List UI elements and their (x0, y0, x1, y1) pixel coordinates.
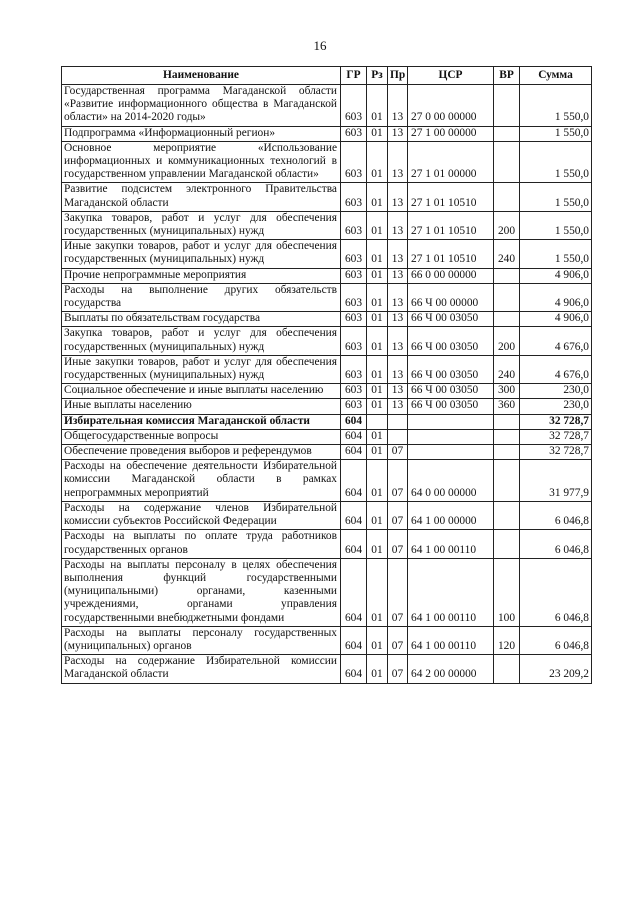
cell-gr: 604 (341, 460, 367, 502)
cell-csr: 27 1 01 00000 (408, 141, 494, 183)
cell-vr (494, 141, 520, 183)
cell-vr (494, 85, 520, 127)
cell-csr: 66 Ч 00 03050 (408, 327, 494, 355)
cell-pr: 13 (388, 355, 408, 383)
cell-rz: 01 (367, 445, 388, 460)
cell-rz: 01 (367, 312, 388, 327)
cell-sum: 4 906,0 (520, 268, 592, 283)
table-row (62, 445, 592, 460)
cell-name: Избирательная комиссия Магаданской области (62, 414, 341, 429)
cell-vr (494, 312, 520, 327)
cell-gr: 603 (341, 211, 367, 239)
table-row (62, 141, 592, 183)
cell-pr: 13 (388, 126, 408, 141)
cell-gr: 603 (341, 268, 367, 283)
cell-sum: 4 906,0 (520, 312, 592, 327)
cell-name: Развитие подсистем электронного Правительства Магаданской области (62, 183, 341, 211)
cell-gr: 603 (341, 384, 367, 399)
cell-rz: 01 (367, 399, 388, 414)
cell-vr (494, 429, 520, 444)
cell-vr: 240 (494, 355, 520, 383)
table-row (62, 399, 592, 414)
cell-pr: 13 (388, 268, 408, 283)
cell-vr (494, 283, 520, 311)
cell-pr: 13 (388, 141, 408, 183)
header-pr: Пр (388, 67, 408, 85)
cell-pr: 13 (388, 312, 408, 327)
cell-name: Расходы на выплаты персоналу в целях обеспечения выполнения функций государственными (муниципальными) органами, казенными учреждениями, органами управления государственными внебюджетными фондами (62, 558, 341, 626)
table-row (62, 414, 592, 429)
cell-gr: 603 (341, 312, 367, 327)
cell-name: Расходы на выплаты персоналу государственных (муниципальных) органов (62, 626, 341, 654)
cell-name: Расходы на содержание Избирательной комиссии Магаданской области (62, 655, 341, 683)
header-rz: Рз (367, 67, 388, 85)
cell-gr: 604 (341, 429, 367, 444)
cell-sum: 6 046,8 (520, 530, 592, 558)
table-row (62, 626, 592, 654)
cell-name: Расходы на обеспечение деятельности Избирательной комиссии Магаданской области в рамках непрограммных мероприятий (62, 460, 341, 502)
cell-gr: 603 (341, 399, 367, 414)
cell-rz: 01 (367, 384, 388, 399)
cell-pr: 13 (388, 183, 408, 211)
cell-name: Расходы на выполнение других обязательств государства (62, 283, 341, 311)
cell-sum: 32 728,7 (520, 429, 592, 444)
cell-name: Выплаты по обязательствам государства (62, 312, 341, 327)
cell-sum: 31 977,9 (520, 460, 592, 502)
cell-sum: 1 550,0 (520, 126, 592, 141)
cell-rz: 01 (367, 355, 388, 383)
cell-vr (494, 183, 520, 211)
cell-pr: 07 (388, 460, 408, 502)
cell-rz: 01 (367, 558, 388, 626)
cell-csr: 66 Ч 00 03050 (408, 399, 494, 414)
budget-table (61, 66, 592, 684)
cell-csr: 64 1 00 00110 (408, 530, 494, 558)
header-gr: ГР (341, 67, 367, 85)
cell-pr: 07 (388, 501, 408, 529)
cell-rz: 01 (367, 211, 388, 239)
cell-vr (494, 414, 520, 429)
cell-sum: 6 046,8 (520, 558, 592, 626)
cell-pr (388, 414, 408, 429)
table-row (62, 460, 592, 502)
cell-pr: 13 (388, 384, 408, 399)
cell-csr: 64 2 00 00000 (408, 655, 494, 683)
cell-pr: 07 (388, 445, 408, 460)
page-number: 16 (313, 38, 327, 53)
cell-gr: 604 (341, 558, 367, 626)
cell-vr: 200 (494, 327, 520, 355)
cell-vr (494, 460, 520, 502)
cell-vr (494, 268, 520, 283)
cell-csr: 66 Ч 00 00000 (408, 283, 494, 311)
cell-rz: 01 (367, 141, 388, 183)
header-csr: ЦСР (408, 67, 494, 85)
cell-sum: 32 728,7 (520, 445, 592, 460)
cell-gr: 603 (341, 327, 367, 355)
table-row (62, 327, 592, 355)
cell-pr: 13 (388, 283, 408, 311)
cell-sum: 230,0 (520, 399, 592, 414)
cell-vr: 100 (494, 558, 520, 626)
header-sum: Сумма (520, 67, 592, 85)
cell-sum: 6 046,8 (520, 501, 592, 529)
cell-pr: 13 (388, 327, 408, 355)
cell-csr: 66 Ч 00 03050 (408, 384, 494, 399)
cell-csr: 66 0 00 00000 (408, 268, 494, 283)
cell-rz: 01 (367, 126, 388, 141)
cell-pr: 13 (388, 85, 408, 127)
cell-gr: 603 (341, 141, 367, 183)
header-name: Наименование (62, 67, 341, 85)
cell-csr: 66 Ч 00 03050 (408, 355, 494, 383)
cell-rz: 01 (367, 85, 388, 127)
cell-pr: 13 (388, 399, 408, 414)
cell-name: Иные закупки товаров, работ и услуг для обеспечения государственных (муниципальных) нужд (62, 355, 341, 383)
cell-vr: 240 (494, 240, 520, 268)
cell-vr: 300 (494, 384, 520, 399)
table-row (62, 355, 592, 383)
table-row (62, 558, 592, 626)
cell-vr: 120 (494, 626, 520, 654)
cell-gr: 603 (341, 85, 367, 127)
cell-pr: 13 (388, 211, 408, 239)
cell-csr: 64 1 00 00110 (408, 558, 494, 626)
table-row (62, 126, 592, 141)
cell-rz: 01 (367, 240, 388, 268)
cell-vr: 200 (494, 211, 520, 239)
cell-vr (494, 655, 520, 683)
cell-pr: 07 (388, 626, 408, 654)
cell-gr: 604 (341, 414, 367, 429)
cell-csr (408, 429, 494, 444)
cell-rz (367, 414, 388, 429)
cell-name: Государственная программа Магаданской области «Развитие информационного общества в Магаданской области» на 2014-2020 годы» (62, 85, 341, 127)
cell-name: Подпрограмма «Информационный регион» (62, 126, 341, 141)
cell-gr: 604 (341, 626, 367, 654)
cell-rz: 01 (367, 501, 388, 529)
cell-vr (494, 501, 520, 529)
cell-gr: 603 (341, 126, 367, 141)
cell-sum: 4 676,0 (520, 355, 592, 383)
cell-csr: 64 1 00 00110 (408, 626, 494, 654)
cell-csr (408, 414, 494, 429)
table-body (62, 85, 592, 684)
cell-gr: 603 (341, 283, 367, 311)
cell-pr: 07 (388, 530, 408, 558)
cell-csr: 27 1 01 10510 (408, 211, 494, 239)
table-row (62, 183, 592, 211)
table-row (62, 530, 592, 558)
cell-sum: 1 550,0 (520, 183, 592, 211)
cell-rz: 01 (367, 283, 388, 311)
table-row (62, 384, 592, 399)
cell-pr: 07 (388, 655, 408, 683)
cell-gr: 604 (341, 445, 367, 460)
table-row (62, 240, 592, 268)
cell-csr: 64 1 00 00000 (408, 501, 494, 529)
cell-sum: 6 046,8 (520, 626, 592, 654)
cell-sum: 4 676,0 (520, 327, 592, 355)
header-vr: ВР (494, 67, 520, 85)
table-row (62, 501, 592, 529)
cell-name: Основное мероприятие «Использование информационных и коммуникационных технологий в государственном управлении Магаданской области» (62, 141, 341, 183)
cell-csr (408, 445, 494, 460)
cell-rz: 01 (367, 460, 388, 502)
cell-vr: 360 (494, 399, 520, 414)
cell-rz: 01 (367, 655, 388, 683)
cell-csr: 27 1 00 00000 (408, 126, 494, 141)
cell-name: Закупка товаров, работ и услуг для обеспечения государственных (муниципальных) нужд (62, 327, 341, 355)
table-row (62, 312, 592, 327)
cell-pr (388, 429, 408, 444)
cell-pr: 13 (388, 240, 408, 268)
cell-sum: 1 550,0 (520, 211, 592, 239)
cell-rz: 01 (367, 626, 388, 654)
cell-name: Иные выплаты населению (62, 399, 341, 414)
cell-rz: 01 (367, 429, 388, 444)
cell-name: Социальное обеспечение и иные выплаты населению (62, 384, 341, 399)
cell-csr: 27 1 01 10510 (408, 183, 494, 211)
cell-name: Общегосударственные вопросы (62, 429, 341, 444)
cell-csr: 64 0 00 00000 (408, 460, 494, 502)
cell-gr: 604 (341, 501, 367, 529)
cell-sum: 1 550,0 (520, 85, 592, 127)
cell-gr: 604 (341, 530, 367, 558)
cell-csr: 66 Ч 00 03050 (408, 312, 494, 327)
cell-csr: 27 0 00 00000 (408, 85, 494, 127)
table-row (62, 429, 592, 444)
cell-vr (494, 445, 520, 460)
cell-name: Прочие непрограммные мероприятия (62, 268, 341, 283)
cell-name: Обеспечение проведения выборов и референдумов (62, 445, 341, 460)
cell-rz: 01 (367, 183, 388, 211)
cell-sum: 1 550,0 (520, 141, 592, 183)
cell-pr: 07 (388, 558, 408, 626)
table-row (62, 268, 592, 283)
table-row (62, 655, 592, 683)
cell-vr (494, 530, 520, 558)
cell-sum: 32 728,7 (520, 414, 592, 429)
cell-gr: 603 (341, 183, 367, 211)
table-row (62, 211, 592, 239)
cell-rz: 01 (367, 268, 388, 283)
cell-vr (494, 126, 520, 141)
cell-sum: 1 550,0 (520, 240, 592, 268)
cell-rz: 01 (367, 327, 388, 355)
cell-sum: 4 906,0 (520, 283, 592, 311)
cell-sum: 23 209,2 (520, 655, 592, 683)
cell-sum: 230,0 (520, 384, 592, 399)
table-row (62, 85, 592, 127)
cell-name: Иные закупки товаров, работ и услуг для обеспечения государственных (муниципальных) нужд (62, 240, 341, 268)
cell-gr: 603 (341, 355, 367, 383)
table-header-row (62, 67, 592, 85)
cell-name: Закупка товаров, работ и услуг для обеспечения государственных (муниципальных) нужд (62, 211, 341, 239)
cell-name: Расходы на выплаты по оплате труда работников государственных органов (62, 530, 341, 558)
cell-csr: 27 1 01 10510 (408, 240, 494, 268)
cell-name: Расходы на содержание членов Избирательной комиссии субъектов Российской Федерации (62, 501, 341, 529)
cell-gr: 603 (341, 240, 367, 268)
cell-rz: 01 (367, 530, 388, 558)
cell-gr: 604 (341, 655, 367, 683)
table-row (62, 283, 592, 311)
